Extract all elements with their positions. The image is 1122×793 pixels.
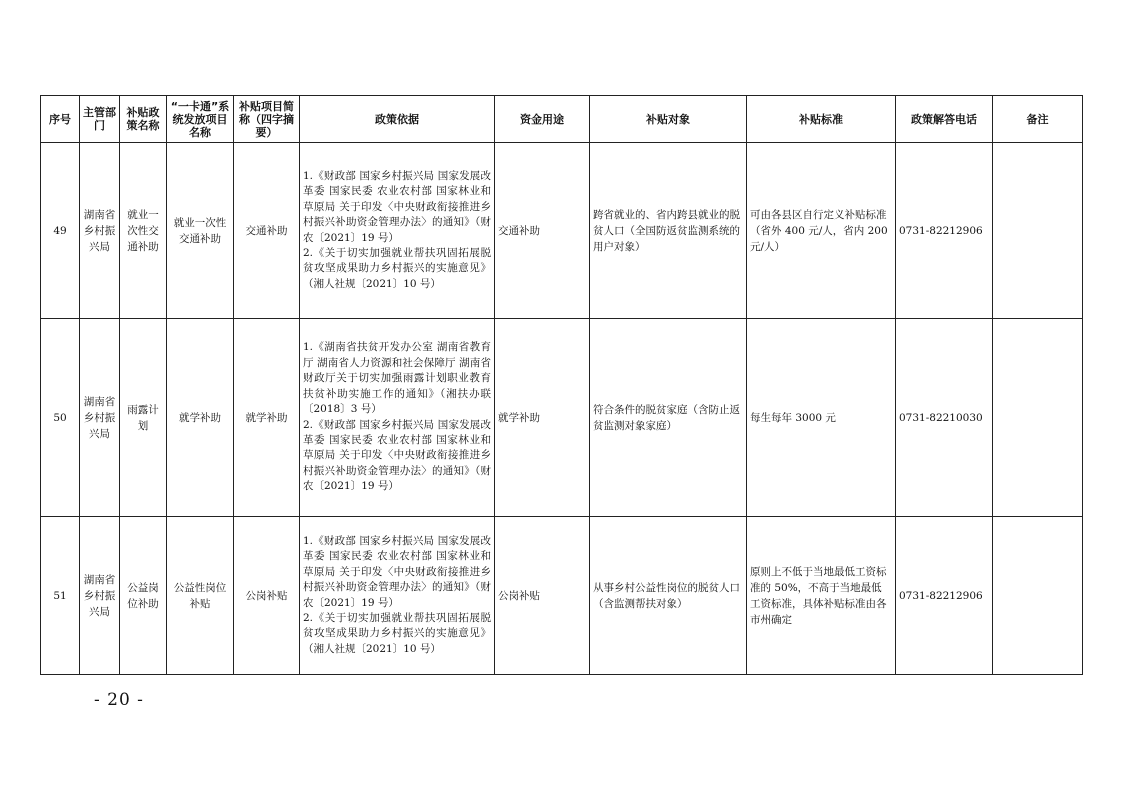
cell-remark bbox=[993, 143, 1083, 319]
cell-remark bbox=[993, 319, 1083, 517]
cell-dept: 湖南省乡村振兴局 bbox=[80, 319, 120, 517]
cell-card-item: 公益性岗位补贴 bbox=[167, 517, 234, 675]
cell-seq: 49 bbox=[41, 143, 80, 319]
basis-item: 1.《财政部 国家乡村振兴局 国家发展改革委 国家民委 农业农村部 国家林业和草原局 关于印发〈中央财政衔接推进乡村振兴补助资金管理办法〉的通知》（财农〔2021〕19 号） bbox=[303, 169, 491, 244]
cell-basis bbox=[300, 319, 495, 517]
cell-short-name: 就学补助 bbox=[234, 319, 300, 517]
basis-item: 1.《财政部 国家乡村振兴局 国家发展改革委 国家民委 农业农村部 国家林业和草原局 关于印发〈中央财政衔接推进乡村振兴补助资金管理办法〉的通知》（财农〔2021〕19 号） bbox=[303, 534, 491, 609]
cell-phone: 0731-82212906 bbox=[896, 517, 993, 675]
cell-remark bbox=[993, 517, 1083, 675]
cell-phone: 0731-82210030 bbox=[896, 319, 993, 517]
cell-standard: 每生每年 3000 元 bbox=[747, 319, 896, 517]
basis-item: 2.《关于切实加强就业帮扶巩固拓展脱贫攻坚成果助力乡村振兴的实施意见》（湘人社规〔2021〕10 号） bbox=[303, 611, 491, 655]
basis-item: 2.《财政部 国家乡村振兴局 国家发展改革委 国家民委 农业农村部 国家林业和草原局 关于印发〈中央财政衔接推进乡村振兴补助资金管理办法〉的通知》（财农〔2021〕19 号） bbox=[303, 418, 491, 493]
table-row bbox=[41, 517, 1083, 675]
header-short-name: 补贴项目简称（四字摘要） bbox=[234, 96, 300, 143]
cell-target: 符合条件的脱贫家庭（含防止返贫监测对象家庭） bbox=[590, 319, 747, 517]
cell-fund-use: 交通补助 bbox=[495, 143, 590, 319]
cell-policy-name: 就业一次性交通补助 bbox=[120, 143, 167, 319]
cell-fund-use: 就学补助 bbox=[495, 319, 590, 517]
header-remark: 备注 bbox=[993, 96, 1083, 143]
page-number: - 20 - bbox=[94, 690, 144, 710]
cell-standard: 可由各县区自行定义补贴标准（省外 400 元/人，省内 200 元/人） bbox=[747, 143, 896, 319]
cell-fund-use: 公岗补贴 bbox=[495, 517, 590, 675]
header-dept: 主管部门 bbox=[80, 96, 120, 143]
header-seq: 序号 bbox=[41, 96, 80, 143]
cell-policy-name: 雨露计划 bbox=[120, 319, 167, 517]
cell-seq: 50 bbox=[41, 319, 80, 517]
table-row bbox=[41, 319, 1083, 517]
cell-short-name: 公岗补贴 bbox=[234, 517, 300, 675]
cell-card-item: 就业一次性交通补助 bbox=[167, 143, 234, 319]
cell-target: 跨省就业的、省内跨县就业的脱贫人口（全国防返贫监测系统的用户对象） bbox=[590, 143, 747, 319]
header-row bbox=[41, 96, 1083, 143]
basis-item: 2.《关于切实加强就业帮扶巩固拓展脱贫攻坚成果助力乡村振兴的实施意见》（湘人社规〔2021〕10 号） bbox=[303, 246, 491, 290]
cell-basis bbox=[300, 143, 495, 319]
header-fund-use: 资金用途 bbox=[495, 96, 590, 143]
header-phone: 政策解答电话 bbox=[896, 96, 993, 143]
basis-item: 1.《湖南省扶贫开发办公室 湖南省教育厅 湖南省人力资源和社会保障厅 湖南省财政厅关于切实加强雨露计划职业教育扶贫补助实施工作的通知》（湘扶办联〔2018〕3 号） bbox=[303, 341, 491, 416]
header-standard: 补贴标准 bbox=[747, 96, 896, 143]
cell-standard: 原则上不低于当地最低工资标准的 50%，不高于当地最低工资标准，具体补贴标准由各市州确定 bbox=[747, 517, 896, 675]
cell-target: 从事乡村公益性岗位的脱贫人口（含监测帮扶对象） bbox=[590, 517, 747, 675]
header-policy-name: 补贴政策名称 bbox=[120, 96, 167, 143]
cell-basis bbox=[300, 517, 495, 675]
header-card-item: “一卡通”系统发放项目名称 bbox=[167, 96, 234, 143]
cell-short-name: 交通补助 bbox=[234, 143, 300, 319]
header-basis: 政策依据 bbox=[300, 96, 495, 143]
cell-policy-name: 公益岗位补助 bbox=[120, 517, 167, 675]
cell-seq: 51 bbox=[41, 517, 80, 675]
table-row bbox=[41, 143, 1083, 319]
cell-phone: 0731-82212906 bbox=[896, 143, 993, 319]
header-target: 补贴对象 bbox=[590, 96, 747, 143]
cell-card-item: 就学补助 bbox=[167, 319, 234, 517]
policy-table bbox=[40, 95, 1083, 675]
cell-dept: 湖南省乡村振兴局 bbox=[80, 517, 120, 675]
cell-dept: 湖南省乡村振兴局 bbox=[80, 143, 120, 319]
